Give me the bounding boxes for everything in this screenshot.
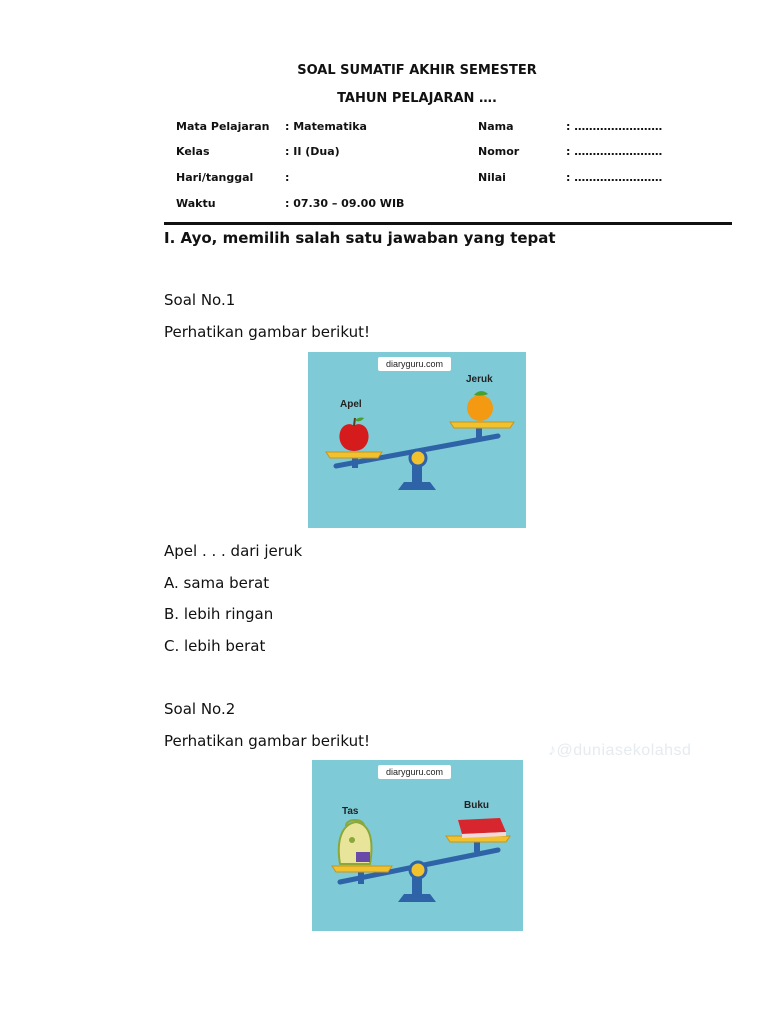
orange-icon (467, 391, 493, 421)
header-value: : 07.30 – 09.00 WIB (285, 197, 405, 210)
answer-option[interactable]: B. lebih ringan (164, 605, 274, 623)
question-instruction: Perhatikan gambar berikut! (164, 732, 370, 750)
section-heading: I. Ayo, memilih salah satu jawaban yang tepat (164, 229, 556, 247)
answer-option[interactable]: A. sama berat (164, 574, 270, 592)
tiktok-icon: ♪ (548, 742, 557, 759)
exam-year: TAHUN PELAJARAN …. (337, 91, 497, 106)
header-value: : (285, 171, 290, 184)
header-label: Nomor (478, 145, 520, 158)
left-pan-label: Tas (342, 806, 359, 817)
header-value: : …………………… (566, 120, 663, 133)
question-text: Apel . . . dari jeruk (164, 542, 303, 560)
header-value: : II (Dua) (285, 145, 340, 158)
question-instruction: Perhatikan gambar berikut! (164, 323, 370, 341)
header-value: : …………………… (566, 145, 663, 158)
header-label: Waktu (176, 197, 216, 210)
social-watermark (548, 742, 691, 760)
balance-scale-icon (308, 352, 526, 528)
watermark-text: @duniasekolahsd (556, 742, 692, 759)
right-pan-label: Jeruk (466, 374, 493, 385)
header-divider (164, 222, 732, 225)
exam-title: SOAL SUMATIF AKHIR SEMESTER (297, 63, 537, 78)
answer-option[interactable]: C. lebih berat (164, 637, 266, 655)
header-label: Kelas (176, 145, 210, 158)
site-watermark: diaryguru.com (378, 357, 451, 371)
question-number: Soal No.1 (164, 291, 236, 309)
header-label: Nilai (478, 171, 506, 184)
header-label: Nama (478, 120, 514, 133)
question-number: Soal No.2 (164, 700, 236, 718)
left-pan-label: Apel (340, 399, 362, 410)
header-label: Mata Pelajaran (176, 120, 270, 133)
book-icon (458, 818, 506, 838)
balance-scale-icon (312, 760, 523, 931)
balance-scale-image (308, 352, 526, 528)
header-value: : Matematika (285, 120, 367, 133)
bag-icon (339, 820, 372, 864)
apple-icon (339, 418, 368, 452)
balance-scale-image (312, 760, 523, 931)
right-pan-label: Buku (464, 800, 489, 811)
header-value: : …………………… (566, 171, 663, 184)
header-label: Hari/tanggal (176, 171, 254, 184)
site-watermark: diaryguru.com (378, 765, 451, 779)
